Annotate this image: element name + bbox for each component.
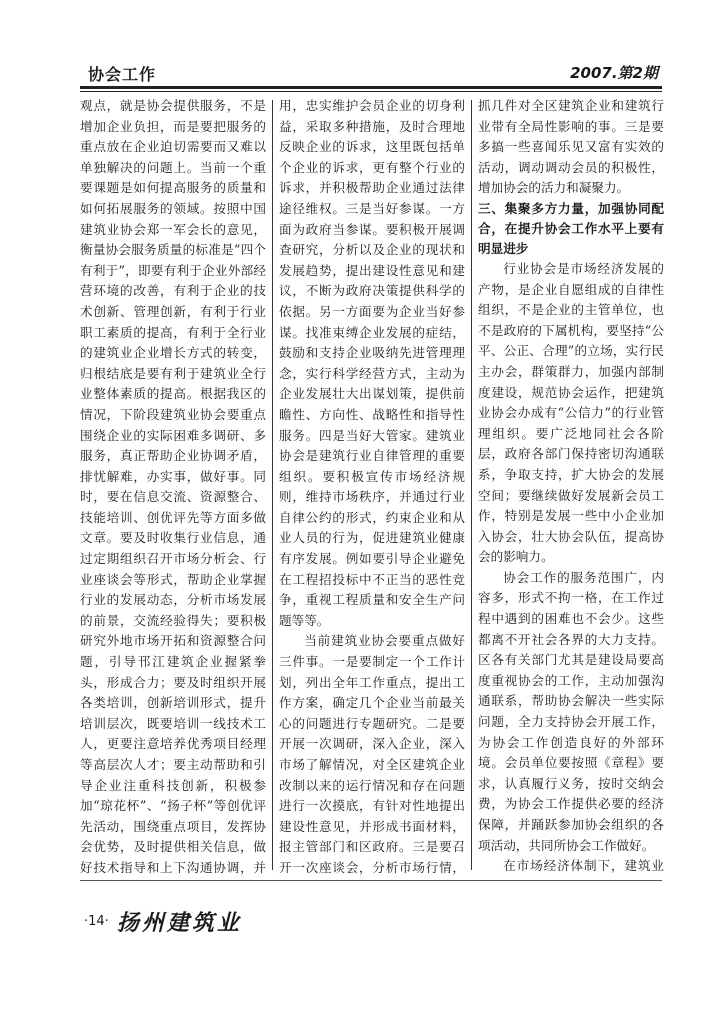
column-divider bbox=[471, 100, 472, 870]
column-1 bbox=[80, 96, 266, 878]
paragraph: 当前建筑业协会要重点做好三件事。一是要制定一个工作计划，列出全年工作重点，提出工作方案，确定几个企业当前最关心的问题进行专题研究。二是要开展一次调研，深入企业，深入市场了解情况，对全区建筑企业改制以来的运行情况和存在问题进行一次摸底，有针对性地提出建设性意见，并形成书面材料，报主管部门和区政府。三是要召开一次座谈会，分析市场行情， bbox=[279, 633, 465, 875]
paragraph: 观点，就是协会提供服务，不是增加企业负担，而是要把服务的重点放在企业迫切需要而又难以单独解决的问题上。当前一个重要课题是如何提高服务的质量和如何拓展服务的领域。按照中国建筑业协会郑一军会长的意见，衡量协会服务质量的标准是“四个有利于”，即要有利于企业外部经营环境的改善，有利于企业的技术创新、管理创新，有利于行业职工素质的提高，有利于全行业的建筑业企业增长方式的转变，归根结底是要有利于建筑业全行业整体素质的提高。根据我区的情况，下阶段建筑业协会要重点围绕企业的实际困难多调研、多服务，真正帮助企业协调矛盾，排忧解难，办实事，做好事。同时，要在信息交流、资源整合、技能培训、创优评先等方面多做文章。要及时收集行业信息，通过定期组织召开市场分析会、行业座谈会等形式，帮助企业掌握行业的发展动态，分析市场发展的前景，交流经验得失；要积极研究外地市场开拓和资源整合问题，引导邗江建筑企业握紧拳头，形成合力；要及时组织开展各类培训，创新培训形式，提升培训层次，既要培训一线技术工人，更要注意培养优秀项目经理等高层次人才；要主动帮助和引导企业注重科技创新，积极参加“琼花杯”、“扬子杯”等创优评先活动，围绕重点项目，发挥协会优势，及时提供相关信息，做好技术指导和上下沟通协调，并 bbox=[80, 98, 266, 875]
column-2 bbox=[279, 96, 465, 878]
page-footer bbox=[84, 906, 242, 936]
paragraph: 在市场经济体制下，建筑业 bbox=[503, 858, 664, 874]
paragraph: 协会工作的服务范围广，内容多，形式不拘一格，在工作过程中遇到的困难也不会少。这些都离不开社会各界的大力支持。区各有关部门尤其是建设局要高度重视协会的工作，主动加强沟通联系，帮助协会解决一些实际问题，全力支持协会开展工作，为协会工作创造良好的外部环境。会员单位要按照《章程》要求，认真履行义务，按时交纳会费，为协会工作提供必要的经济保障，并踊跃参加协会组织的各项活动，共同所协会工作做好。 bbox=[478, 569, 664, 853]
footer-rule bbox=[80, 880, 662, 881]
article-body bbox=[80, 96, 664, 878]
page-number: ·14· bbox=[84, 913, 109, 929]
header-rule bbox=[80, 86, 662, 89]
header-rule-thin bbox=[80, 91, 662, 92]
section-title: 协会工作 bbox=[88, 65, 157, 84]
column-3 bbox=[478, 96, 664, 878]
paragraph: 抓几件对全区建筑企业和建筑行业带有全局性影响的事。三是要多搞一些喜闻乐见又富有实效的活动，调动调动会员的积极性，增加协会的活力和凝聚力。 bbox=[478, 98, 664, 196]
issue-label: 2007.第2期 bbox=[570, 64, 658, 82]
magazine-logo: 扬州建筑业 bbox=[116, 909, 242, 936]
column-divider bbox=[272, 100, 273, 870]
paragraph: 行业协会是市场经济发展的产物，是企业自愿组成的自律性组织，不是企业的主管单位，也不是政府的下属机构，要坚持“公平、公正、合理”的立场，实行民主办会，群策群力，加强内部制度建设，规范协会运作，把建筑业协会办成有“公信力”的行业管理组织。要广泛地同社会各阶层，政府各部门保持密切沟通联系，争取支持，扩大协会的发展空间；要继续做好发展新会员工作，特别是发展一些中小企业加入协会，壮大协会队伍，提高协会的影响力。 bbox=[478, 260, 664, 565]
section-heading: 三、集聚多方力量，加强协同配合，在提升协会工作水平上要有明显进步 bbox=[478, 200, 664, 256]
page-header bbox=[80, 60, 662, 84]
paragraph: 用，忠实维护会员企业的切身利益，采取多种措施，及时合理地反映企业的诉求，这里既包括单个企业的诉求，更有整个行业的诉求，并积极帮助企业通过法律途径维权。三是当好参谋。一方面为政府当参谋。要积极开展调查研究，分析以及企业的现状和发展趋势，提出建设性意见和建议，不断为政府决策提供科学的依据。另一方面要为企业当好参谋。找准束缚企业发展的症结，鼓励和支持企业吸纳先进管理理念，实行科学经营方式，主动为企业发展壮大出谋划策，提供前瞻性、方向性、战略性和指导性服务。四是当好大管家。建筑业协会是建筑行业自律管理的重要组织。要积极宣传市场经济规则，维持市场秩序，并通过行业自律公约的形式，约束企业和从业人员的行为，促进建筑业健康有序发展。例如要引导企业避免在工程招投标中不正当的恶性竞争，重视工程质量和安全生产问题等等。 bbox=[279, 98, 465, 628]
